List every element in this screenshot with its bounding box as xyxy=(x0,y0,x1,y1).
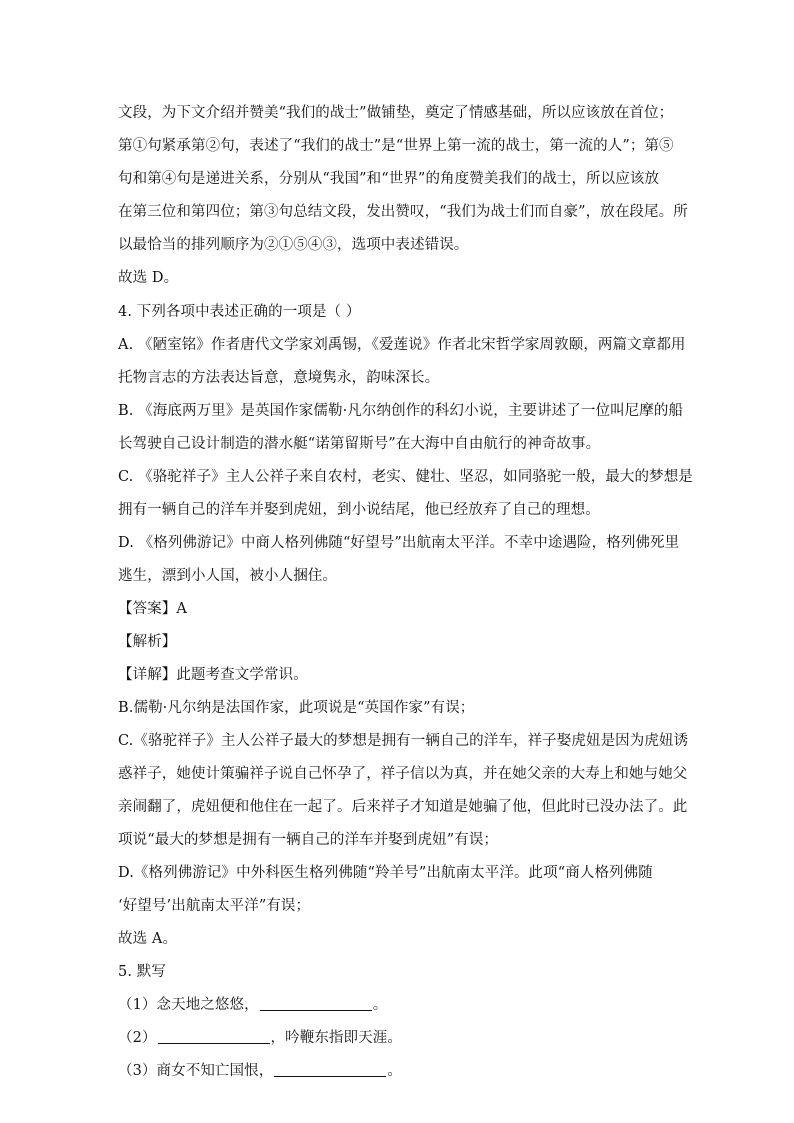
fill-in-suffix: ，吟鞭东指即天涯。 xyxy=(270,1030,402,1046)
answer-blank xyxy=(274,1062,386,1077)
fill-in-item xyxy=(118,1061,688,1081)
answer-blank xyxy=(158,1029,270,1044)
option-c-line: C. 《骆驼祥子》主人公祥子来自农村，老实、健壮、坚忍，如同骆驼一般，最大的梦想是 xyxy=(118,469,693,485)
detail-line: 项说“最大的梦想是拥有一辆自己的洋车并娶到虎妞”有误； xyxy=(118,832,499,848)
answer-label: 【答案】A xyxy=(118,601,187,617)
text-line: 第①句紧承第②句，表述了“我们的战士”是“世界上第一流的战士，第一流的人”；第⑤ xyxy=(118,138,674,154)
text-line: 文段，为下文介绍并赞美“我们的战士”做铺垫，奠定了情感基础，所以应该放在首位； xyxy=(118,105,674,121)
analysis-label: 【解析】 xyxy=(118,634,177,650)
answer-blank xyxy=(260,996,372,1011)
option-b-line: B. 《海底两万里》是英国作家儒勒·凡尔纳创作的科幻小说，主要讲述了一位叫尼摩的船 xyxy=(118,403,684,419)
fill-in-suffix: 。 xyxy=(372,997,388,1013)
option-d-line: 逃生，漂到小人国，被小人捆住。 xyxy=(118,568,337,584)
detail-line: B.儒勒·凡尔纳是法国作家，此项说是“英国作家”有误； xyxy=(118,700,475,716)
conclusion-line: 故选 A。 xyxy=(118,931,178,947)
detail-line: ‘好望号’出航南太平洋”有误； xyxy=(118,898,311,914)
option-c-line: 拥有一辆自己的洋车并娶到虎妞，到小说结尾，他已经放弃了自己的理想。 xyxy=(118,502,600,518)
text-line: 句和第④句是递进关系，分别从“我国”和“世界”的角度赞美我们的战士，所以应该放 xyxy=(118,171,660,187)
fill-in-item xyxy=(118,995,688,1015)
fill-in-prefix: （2） xyxy=(118,1030,157,1046)
fill-in-prefix: （1）念天地之悠悠， xyxy=(118,997,259,1013)
option-a-line: 托物言志的方法表达旨意，意境隽永，韵味深长。 xyxy=(118,370,440,386)
question-title: 4. 下列各项中表述正确的一项是（ ） xyxy=(118,304,361,320)
detail-line: C.《骆驼祥子》主人公祥子最大的梦想是拥有一辆自己的洋车，祥子娶虎妞是因为虎妞诱 xyxy=(118,733,689,749)
detail-line: 惑祥子，她使计策骗祥子说自己怀孕了，祥子信以为真，并在她父亲的大寿上和她与她父 xyxy=(118,766,688,782)
text-line: 在第三位和第四位；第③句总结文段，发出赞叹，“我们为战士们而自豪”，放在段尾。所 xyxy=(118,204,688,220)
detail-line: 【详解】此题考查文学常识。 xyxy=(118,667,308,683)
option-b-line: 长驾驶自己设计制造的潜水艇“诺第留斯号”在大海中自由航行的神奇故事。 xyxy=(118,436,601,452)
detail-line: 亲闹翻了，虎妞便和他住在一起了。后来祥子才知道是她骗了他，但此时已没办法了。此 xyxy=(118,799,688,815)
question-title: 5. 默写 xyxy=(118,964,166,980)
fill-in-suffix: 。 xyxy=(387,1063,402,1079)
text-line: 以最恰当的排列顺序为②①⑤④③，选项中表述错误。 xyxy=(118,237,469,253)
fill-in-prefix: （3）商女不知亡国恨， xyxy=(118,1063,274,1079)
text-line: 故选 D。 xyxy=(118,270,179,286)
detail-line: D.《格列佛游记》中外科医生格列佛随“羚羊号”出航南太平洋。此项“商人格列佛随 xyxy=(118,865,653,881)
fill-in-item xyxy=(118,1028,688,1048)
option-d-line: D. 《格列佛游记》中商人格列佛随“好望号”出航南太平洋。不幸中途遇险，格列佛死里 xyxy=(118,535,680,551)
option-a-line: A. 《陋室铭》作者唐代文学家刘禹锡，《爱莲说》作者北宋哲学家周敦颐，两篇文章都用 xyxy=(118,337,686,353)
